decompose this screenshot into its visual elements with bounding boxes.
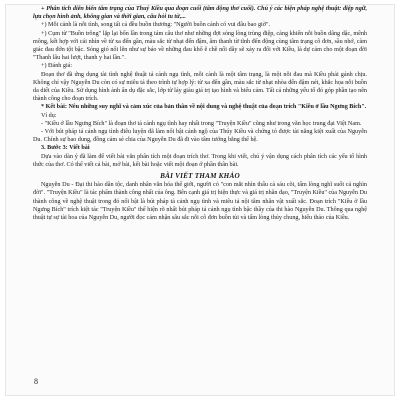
conclusion-heading: * Kết bài: Nêu những suy nghĩ và cảm xúc của bản thân về nội dung và nghệ thuật của đoạn trích "Kiều ở lầu Ngưng Bích". bbox=[41, 104, 367, 111]
reference-text: Nguyễn Du - Đại thi hào dân tộc, danh nhân văn hóa thế giới, người có "con mắt nhìn thấu cả sáu cõi, tấm lòng nghĩ suốt cả nghìn đời". "Truyện Kiều" là tác phẩm thành công nhất của ông. Bên cạnh giá trị hiện thực và giá trị nhân đạo, "Truyện Kiều" của Nguyễn Du thành công về nghệ thuật trong đó nổi bật là bút pháp tả cảnh ngụ tình và miêu tả nội tâm nhân vật xuất sắc. Đoạn trích "Kiều ở lầu Ngưng Bích" trích kiệt tác "Truyện Kiều" thể hiện rõ nhất bút pháp tả cảnh ngụ tình bậc thầy của thi hào Nguyễn Du. Thông qua nghệ thuật tự sự tài hoa của Nguyễn Du, người đọc cảm nhận sâu sắc nỗi cô đơn buồn tủi và tấm lòng thủy chung, hiếu thảo của Kiều. bbox=[33, 182, 367, 222]
paragraph-1: + Phân tích diễn biến tâm trạng của Thuý Kiều qua đoạn cuối (tâm động thơ cuối). Chú ý các biện pháp nghệ thuật: điệp ngữ, lựa chọn hình ảnh, không gian và thời gian, câu hỏi tu từ,... bbox=[33, 6, 367, 21]
paragraph-2: +) Mỗi cảnh là nỗi tình, song tất cả đều buồn thương: "Người buồn cảnh có vui đâu bao giờ". bbox=[41, 22, 271, 29]
reference-title: BÀI VIẾT THAM KHẢO bbox=[160, 172, 240, 181]
page-number: 8 bbox=[34, 377, 38, 386]
step-3-heading: 3. Bước 3: Viết bài bbox=[41, 145, 90, 152]
step-3-text: Dựa vào dàn ý đã làm để viết bài văn phân tích một đoạn trích thơ. Trong khi viết, chú ý vận dụng cách phân tích các yếu tố hình thức của thơ. Có thể viết cả bài, mở bài, kết bài hoặc viết một đoạn ở phần thân bài. bbox=[33, 153, 367, 168]
example-label: Ví dụ: bbox=[41, 112, 57, 119]
example-1: - "Kiều ở lầu Ngưng Bích" là đoạn thơ tả cảnh ngụ tình hay nhất trong "Truyện Kiều" cũng như trong văn học trung đại Việt Nam. bbox=[41, 120, 362, 127]
paragraph-3: +) Cụm từ "Buồn trông" lặp lại bốn lần trong tám câu thơ như những đợt sóng lòng trùng điệp, càng khiến nỗi buồn dâng dậc, mênh mông, kết hợp với cái nhìn về từ xa đến gần, màu sắc từ nhạt đến đậm, âm thanh từ tĩnh đến động cùng tâm trạng cô đơn, sầu nhớ, càm giác đau đớn tột bậc. Sóng gió nổi lên như sự báo về những đau khổ ê chề nối dây sẽ xảy ra đối với Kiều, là dự cảm cho một đoạn đời "Thanh lâu hai lượt, thanh y hai lần.". bbox=[33, 30, 367, 62]
paragraph-5: Đoạn thơ đã ứng dụng tài tình nghệ thuật tả cảnh ngụ tình, mỗi cảnh là một tâm trạng, là một nỗi đau mà Kiều phải gánh chịu. Không chỉ vậy Nguyễn Du còn có sự miêu tả theo trình tự hợp lý: từ xa đến gần, màu sắc từ nhạt nhòa đến đậm nét, khắc họa nỗi buồn da diết của Kiều. Sử dụng hình ảnh ẩn dụ đặc sắc, lớp từ láy giàu giá trị tạo hình và biểu cảm. Tất cả những yếu tố đó góp phần tạo nên thành công cho đoạn trích. bbox=[33, 71, 367, 103]
paragraph-4: +) Đánh giá: bbox=[41, 63, 73, 70]
document-page bbox=[33, 5, 367, 222]
example-2: - Với bút pháp tả cảnh ngụ tình điêu luyện đã làm nổi bật cảnh ngộ của Thúy Kiều và chứng tỏ được tài năng kiệt xuất của Nguyễn Du. Chính sự bao dung, đồng cảm sẻ chia của Nguyễn Du đã đi vào tâm tướng bằng thế hệ. bbox=[33, 129, 367, 144]
